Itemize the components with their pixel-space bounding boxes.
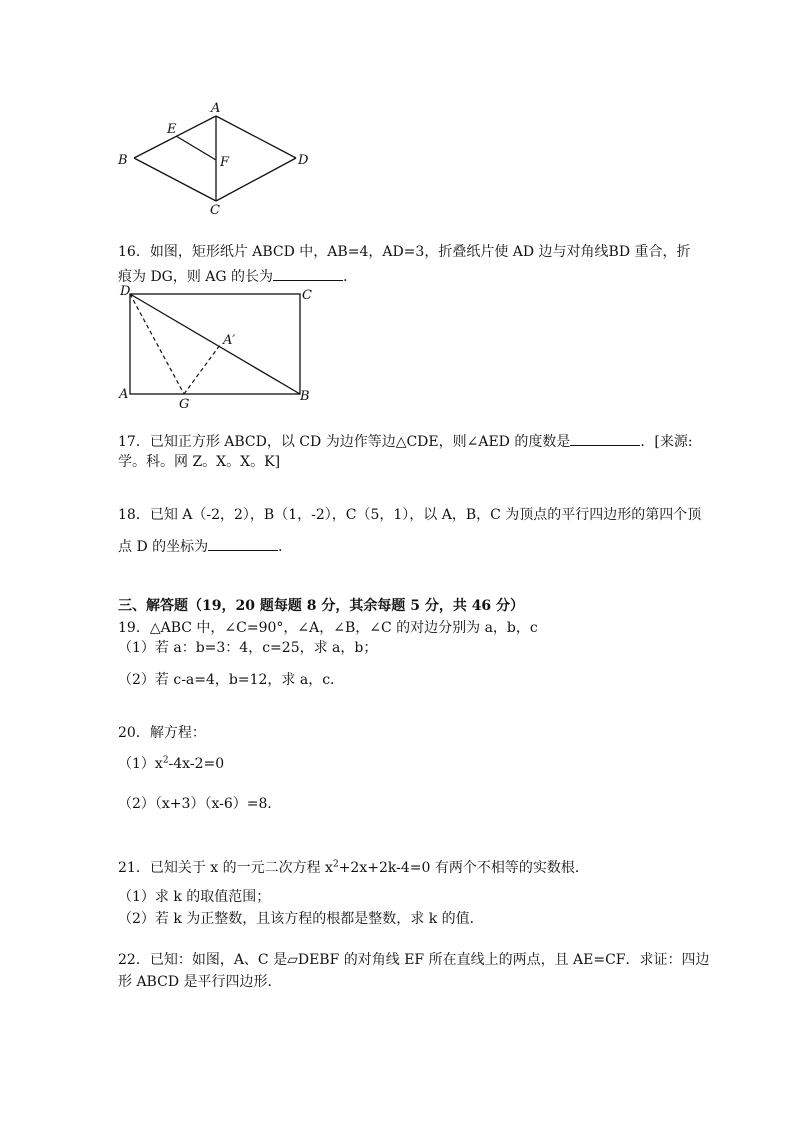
q21-exponent: 2 (332, 859, 339, 870)
segment-ad (216, 116, 296, 158)
q18-line2-text: 点 D 的坐标为 (118, 539, 209, 555)
q17-answer-blank (570, 431, 640, 446)
label-b: B (300, 389, 310, 404)
label-a: A (119, 387, 129, 402)
q21-part2: （2）若 k 为正整数，且该方程的根都是整数，求 k 的值． (118, 911, 484, 927)
label-f: F (220, 155, 230, 170)
q20-part1-rest: -4x-2=0 (168, 756, 225, 772)
q21-stem-rest: +2x+2k-4=0 有两个不相等的实数根． (338, 860, 589, 876)
q16-line2-text: 痕为 DG，则 AG 的长为 (118, 269, 274, 285)
segment-g-aprime (184, 345, 220, 394)
fold-dg (130, 294, 184, 394)
q21-part1: （1）求 k 的取值范围； (118, 889, 271, 905)
q16-line2-end: ． (343, 269, 358, 285)
q20-part1-text: （1）x (118, 756, 163, 772)
label-e: E (167, 122, 177, 137)
segment-bc (134, 158, 216, 201)
label-c: C (302, 288, 312, 303)
q17-line1-text: 17．已知正方形 ABCD，以 CD 为边作等边△CDE，则∠AED 的度数是 (118, 434, 571, 450)
rhombus-figure (110, 98, 320, 220)
q20-exponent: 2 (162, 755, 169, 766)
q18-line2 (118, 536, 292, 556)
label-a: A (211, 101, 221, 116)
section-heading: 三、解答题（19，20 题每题 8 分，其余每题 5 分，共 46 分） (118, 598, 525, 614)
q20-part2: （2）（x+3）（x-6）=8． (118, 796, 282, 812)
q20-stem: 20．解方程： (118, 725, 206, 741)
label-c: C (210, 203, 220, 218)
q17-line2: 学。科。网 Z。X。X。K] (118, 454, 281, 470)
label-a-prime: A′ (223, 333, 236, 348)
q21-stem-text: 21．已知关于 x 的一元二次方程 x (118, 860, 333, 876)
label-d: D (298, 153, 309, 168)
q18-line1: 18．已知 A（-2，2），B（1，-2），C（5，1），以 A，B，C 为顶点的平行四边形的第四个顶 (118, 507, 702, 523)
q17-line1 (118, 431, 693, 451)
rectangle-fold-figure (112, 282, 322, 410)
q21-stem (118, 859, 589, 877)
label-d: D (120, 284, 131, 299)
q19-part1: （1）若 a：b=3：4，c=25，求 a，b； (118, 640, 378, 656)
q19-stem: 19．△ABC 中，∠C=90°，∠A，∠B，∠C 的对边分别为 a，b，c (118, 620, 538, 636)
q20-part1 (118, 755, 224, 773)
segment-ef (176, 136, 216, 160)
label-b: B (118, 153, 128, 168)
q16-line1: 16．如图，矩形纸片 ABCD 中，AB=4，AD=3，折叠纸片使 AD 边与对角线BD 重合，折 (118, 244, 691, 260)
q16-answer-blank (273, 266, 343, 281)
label-g: G (179, 397, 190, 410)
q22-line1: 22．已知：如图，A、C 是▱DEBF 的对角线 EF 所在直线上的两点，且 AE=CF．求证：四边 (118, 952, 710, 968)
q19-part2: （2）若 c-a=4，b=12，求 a，c． (118, 672, 345, 688)
q18-answer-blank (208, 536, 278, 551)
diagonal-db (130, 294, 300, 394)
q18-line2-end: ． (278, 539, 293, 555)
q17-line1-end: ．[来源: (640, 434, 693, 450)
q22-line2: 形 ABCD 是平行四边形． (118, 974, 282, 990)
